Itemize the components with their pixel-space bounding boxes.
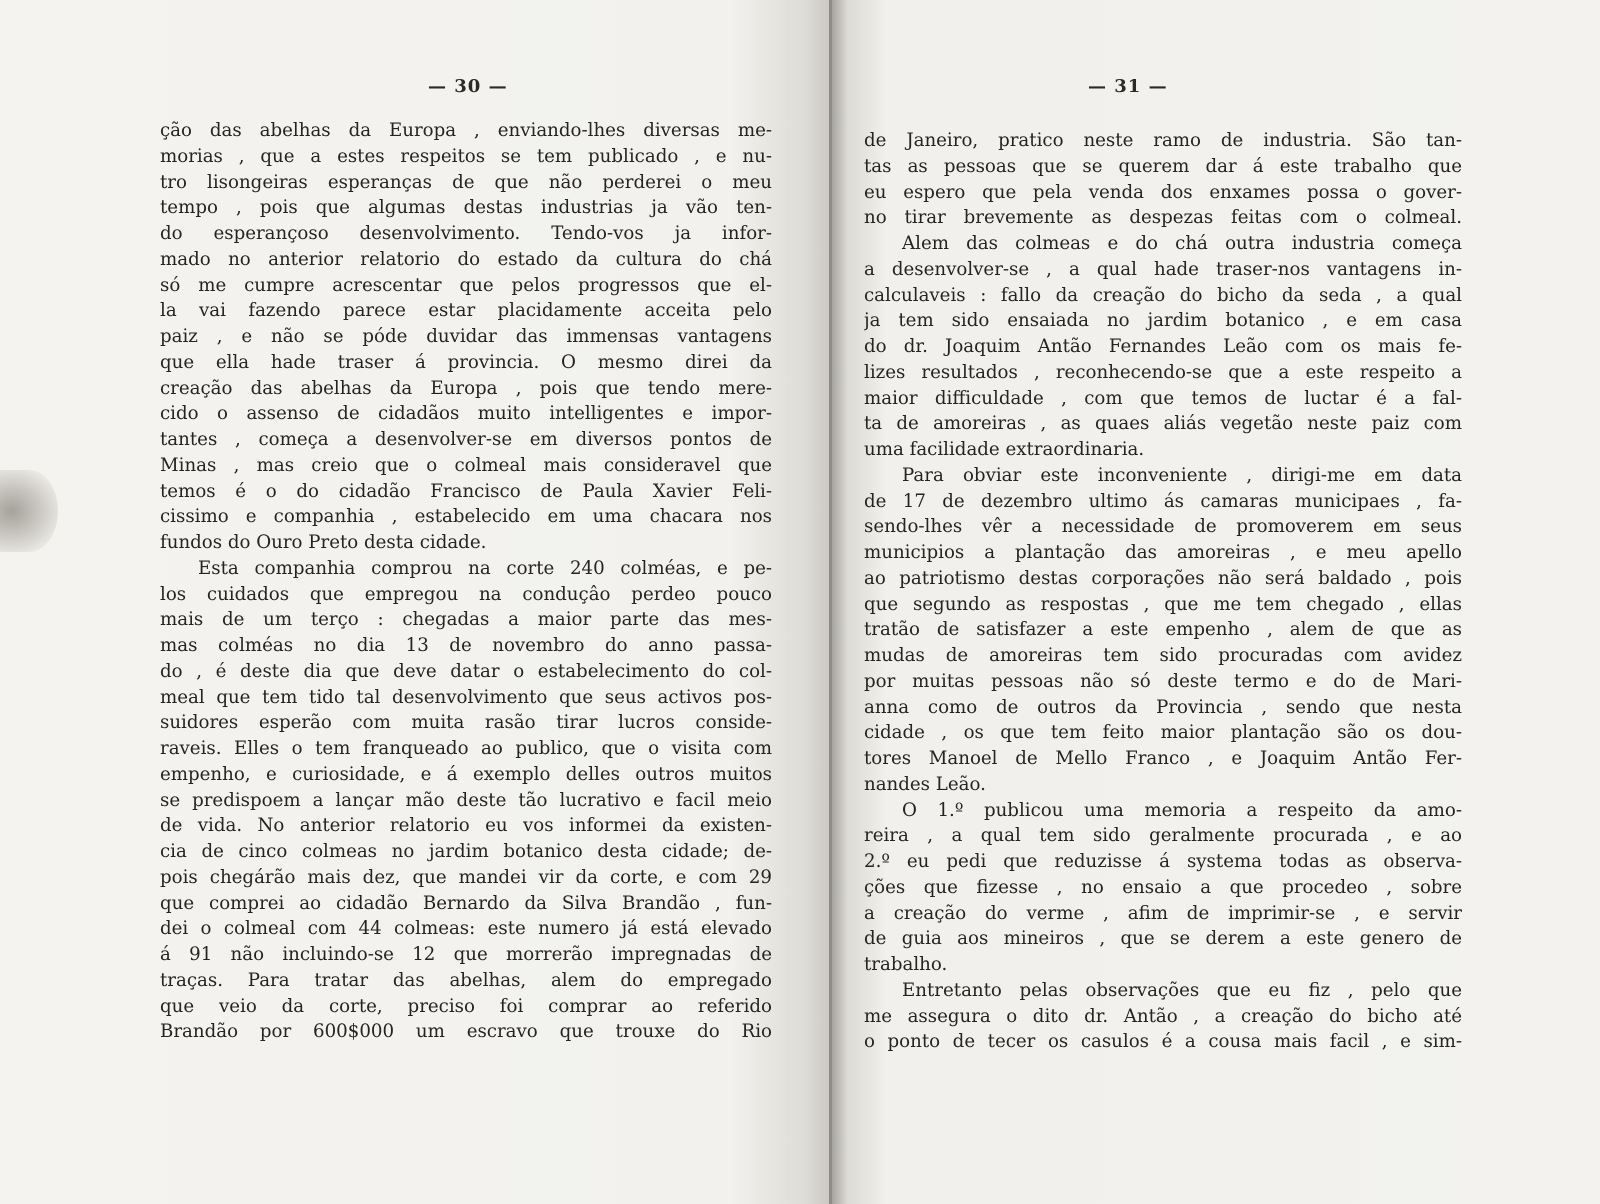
text-line: Minas , mas creio que o colmeal mais consideravel que xyxy=(160,454,772,476)
text-line: fundos do Ouro Preto desta cidade. xyxy=(160,532,487,553)
text-line: meal que tem tido tal desenvolvimento que seus activos pos- xyxy=(160,686,772,708)
text-line: só me cumpre acrescentar que pelos progressos que el- xyxy=(160,274,772,296)
text-line: traças. Para tratar das abelhas, alem do empregado xyxy=(160,969,772,991)
text-line: maior difficuldade , com que temos de luctar é a fal- xyxy=(864,387,1462,409)
text-line: Para obviar este inconveniente , dirigi-me em data xyxy=(902,464,1462,486)
text-line: ção das abelhas da Europa , enviando-lhes diversas me- xyxy=(160,120,772,141)
text-line: 2.º eu pedi que reduzisse á systema todas as observa- xyxy=(864,851,1462,872)
text-line: que ella hade traser á provincia. O mesmo direi da xyxy=(160,351,772,373)
text-line: uma facilidade extraordinaria. xyxy=(864,439,1145,460)
text-line: Alem das colmeas e do chá outra industria começa xyxy=(902,233,1462,254)
text-line: me assegura o dito dr. Antão , a creação do bicho até xyxy=(864,1005,1462,1027)
text-line: suidores esperão com muita rasão tirar lucros conside- xyxy=(160,712,772,734)
right-page xyxy=(832,0,1600,1204)
text-line: pois chegárão mais dez, que mandei vir da corte, e com 29 xyxy=(160,866,772,888)
text-line: morias , que a estes respeitos se tem publicado , e nu- xyxy=(160,145,772,167)
text-line: mado no anterior relatorio do estado da cultura do chá xyxy=(160,248,772,270)
text-line: trabalho. xyxy=(864,954,948,975)
text-line: nandes Leão. xyxy=(864,773,986,795)
text-line: do esperançoso desenvolvimento. Tendo-vos ja infor- xyxy=(160,223,772,244)
text-line: dei o colmeal com 44 colmeas: este numero já está elevado xyxy=(160,918,772,940)
text-line: do , é deste dia que deve datar o estabelecimento do col- xyxy=(160,660,772,682)
text-line: que comprei ao cidadão Bernardo da Silva Brandão , fun- xyxy=(160,892,772,914)
text-line: la vai fazendo parece estar placidamente acceita pelo xyxy=(160,300,772,322)
text-line: Entretanto pelas observações que eu fiz , pelo que xyxy=(902,979,1462,1001)
text-line: ta de amoreiras , as quaes aliás vegetão neste paiz com xyxy=(864,413,1462,435)
right-page-text xyxy=(864,128,1462,1055)
text-line: Esta companhia comprou na corte 240 colméas, e pe- xyxy=(198,557,772,579)
text-line: anna como de outros da Provincia , sendo que nesta xyxy=(864,696,1462,718)
text-line: O 1.º publicou uma memoria a respeito da amo- xyxy=(902,799,1462,821)
text-line: cidade , os que tem feito maior plantação são os dou- xyxy=(864,722,1462,744)
text-line: se predispoem a lançar mão deste tão lucrativo e facil meio xyxy=(160,789,772,811)
text-line: reira , a qual tem sido geralmente procurada , e ao xyxy=(864,825,1462,847)
text-line: á 91 não incluindo-se 12 que morrerão impregnadas de xyxy=(160,944,772,965)
text-line: tratão de satisfazer a este empenho , alem de que as xyxy=(864,619,1462,641)
text-line: paiz , e não se póde duvidar das immensas vantagens xyxy=(160,326,772,347)
text-line: eu espero que pela venda dos enxames possa o gover- xyxy=(864,181,1462,203)
text-line: no tirar brevemente as despezas feitas com o colmeal. xyxy=(864,207,1462,229)
text-line: de Janeiro, pratico neste ramo de industria. São tan- xyxy=(864,130,1462,151)
page-number: — 31 — xyxy=(1088,76,1168,97)
text-line: tas as pessoas que se querem dar á este trabalho que xyxy=(864,155,1462,177)
page-number: — 30 — xyxy=(428,76,508,97)
text-line: tantes , começa a desenvolver-se em diversos pontos de xyxy=(160,429,772,450)
text-line: de 17 de dezembro ultimo ás camaras municipaes , fa- xyxy=(864,490,1462,512)
text-line: cissimo e companhia , estabelecido em uma chacara nos xyxy=(160,506,772,528)
text-line: mas colméas no dia 13 de novembro do anno passa- xyxy=(160,635,772,656)
text-line: los cuidados que empregou na conduçâo perdeo pouco xyxy=(160,583,772,605)
text-line: creação das abelhas da Europa , pois que tendo mere- xyxy=(160,377,772,399)
text-line: municipios a plantação das amoreiras , e meu apello xyxy=(864,542,1462,563)
text-line: Brandão por 600$000 um escravo que trouxe do Rio xyxy=(160,1021,772,1043)
text-line: do dr. Joaquim Antão Fernandes Leão com os mais fe- xyxy=(864,336,1462,357)
text-line: tempo , pois que algumas destas industrias ja vão ten- xyxy=(160,197,772,219)
text-line: cido o assenso de cidadãos muito intelligentes e impor- xyxy=(160,403,772,425)
text-line: a creação do verme , afim de imprimir-se , e servir xyxy=(864,902,1462,924)
text-line: de guia aos mineiros , que se derem a este genero de xyxy=(864,928,1462,950)
text-line: que segundo as respostas , que me tem chegado , ellas xyxy=(864,593,1462,615)
text-line: mais de um terço : chegadas a maior parte das mes- xyxy=(160,609,772,631)
text-line: ao patriotismo destas corporações não será baldado , pois xyxy=(864,567,1462,589)
text-line: calculaveis : fallo da creação do bicho da seda , a qual xyxy=(864,284,1462,306)
text-line: que veio da corte, preciso foi comprar ao referido xyxy=(160,995,772,1017)
text-line: sendo-lhes vêr a necessidade de promoverem em seus xyxy=(864,516,1462,538)
text-line: raveis. Elles o tem franqueado ao publico, que o visita com xyxy=(160,738,772,759)
text-line: mudas de amoreiras tem sido procuradas com avidez xyxy=(864,645,1462,666)
text-line: temos é o do cidadão Francisco de Paula Xavier Feli- xyxy=(160,480,772,502)
left-page-text xyxy=(160,118,772,1045)
text-line: empenho, e curiosidade, e á exemplo delles outros muitos xyxy=(160,763,772,785)
text-line: ja tem sido ensaiada no jardim botanico , e em casa xyxy=(864,310,1462,332)
text-line: por muitas pessoas não só deste termo e do de Mari- xyxy=(864,670,1462,692)
text-line: lizes resultados , reconhecendo-se que a este respeito a xyxy=(864,361,1462,383)
text-line: a desenvolver-se , a qual hade traser-nos vantagens in- xyxy=(864,258,1462,280)
ink-blot xyxy=(0,470,58,552)
text-line: ções que fizesse , no ensaio a que procedeo , sobre xyxy=(864,876,1462,898)
text-line: o ponto de tecer os casulos é a cousa mais facil , e sim- xyxy=(864,1031,1462,1053)
text-line: tro lisongeiras esperanças de que não perderei o meu xyxy=(160,171,772,193)
text-line: de vida. No anterior relatorio eu vos informei da existen- xyxy=(160,815,772,837)
text-line: cia de cinco colmeas no jardim botanico desta cidade; de- xyxy=(160,841,772,862)
text-line: tores Manoel de Mello Franco , e Joaquim Antão Fer- xyxy=(864,748,1462,769)
